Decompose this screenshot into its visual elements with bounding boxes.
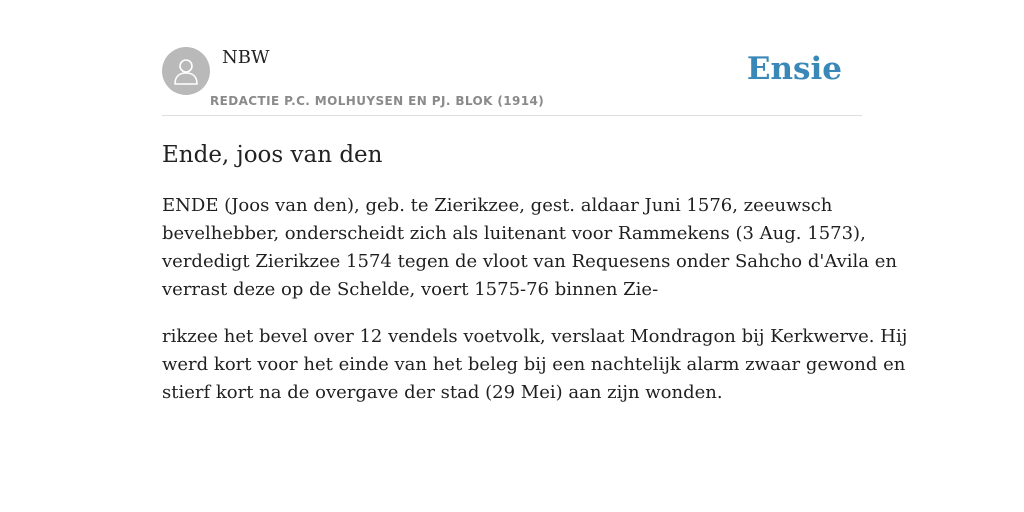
text-line: ENDE (Joos van den), geb. te Zierikzee, gest. aldaar Juni 1576, zeeuwsch	[162, 195, 833, 216]
text-line: verdedigt Zierikzee 1574 tegen de vloot van Requesens onder Sahcho d'Avila en	[162, 251, 897, 272]
article-title: Ende, joos van den	[162, 142, 383, 168]
text-line: stierf kort na de overgave der stad (29 Mei) aan zijn wonden.	[162, 382, 723, 403]
article-body	[162, 192, 908, 407]
person-icon	[172, 56, 200, 86]
paragraph	[162, 192, 897, 304]
text-line: verrast deze op de Schelde, voert 1575-76 binnen Zie-	[162, 279, 659, 300]
site-logo[interactable]: Ensie	[746, 51, 842, 87]
author-byline: REDACTIE P.C. MOLHUYSEN EN PJ. BLOK (1914)	[210, 94, 545, 108]
article-header	[162, 0, 862, 116]
text-line: rikzee het bevel over 12 vendels voetvolk, verslaat Mondragon bij Kerkwerve. Hij	[162, 326, 908, 347]
author-avatar[interactable]	[162, 47, 210, 95]
author-name[interactable]: NBW	[222, 47, 270, 68]
paragraph	[162, 323, 908, 407]
text-line: bevelhebber, onderscheidt zich als luitenant voor Rammekens (3 Aug. 1573),	[162, 223, 866, 244]
page-container	[162, 0, 908, 403]
text-line: werd kort voor het einde van het beleg bij een nachtelijk alarm zwaar gewond en	[162, 354, 906, 375]
